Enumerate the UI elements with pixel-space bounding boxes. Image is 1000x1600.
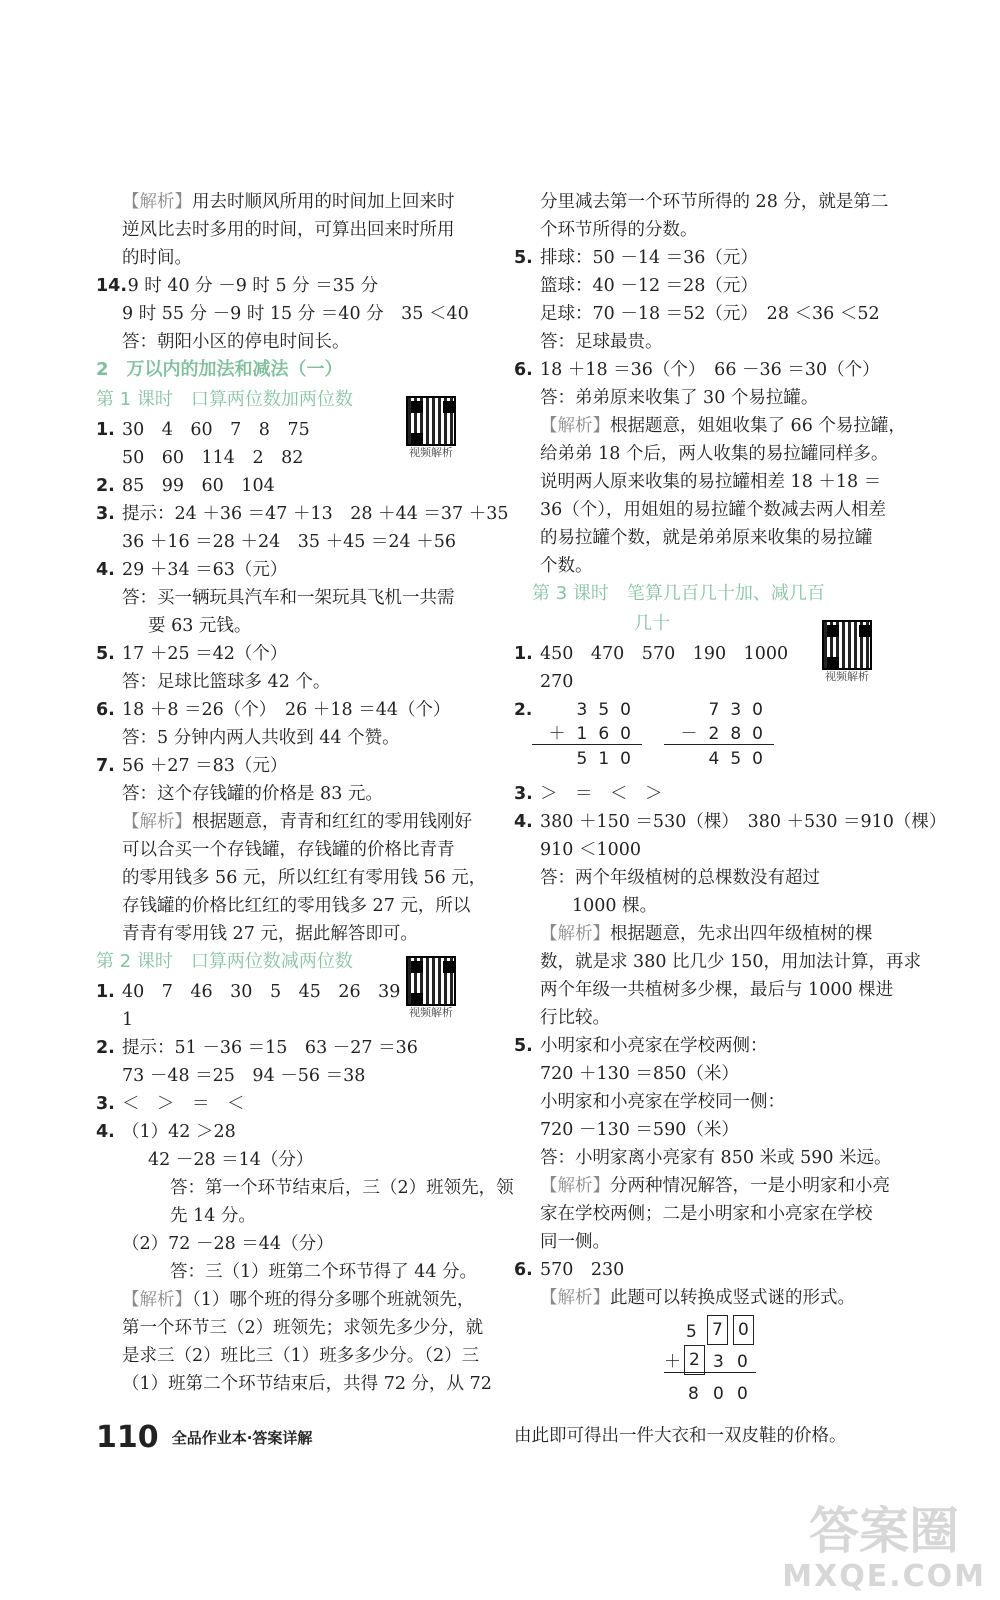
lesson-2-heading: 第 2 课时 口算两位数减两位数 — [96, 951, 353, 972]
section-heading: 2 万以内的加法和减法（一） — [96, 359, 343, 380]
note6-line: 【解析】根据题意，姐姐收集了 66 个易拉罐， — [540, 416, 906, 436]
answer-text: 42 －28 ＝14（分） — [148, 1150, 314, 1170]
puzzle-box: 2 — [684, 1345, 705, 1375]
continuation-line: 分里减去第一个环节所得的 28 分，就是第二 — [540, 192, 889, 212]
answer-line: 5. 小明家和小亮家在学校两侧： — [514, 1036, 768, 1056]
answer-text: 答：买一辆玩具汽车和一架玩具飞机一共需 — [122, 588, 455, 608]
answer-line: 篮球：40 －12 ＝28（元） — [540, 276, 758, 296]
answer-text: 答：三（1）班第二个环节得了 44 分。 — [170, 1262, 478, 1282]
note7-line: 【解析】根据题意，青青和红红的零用钱刚好 — [122, 812, 472, 832]
page-footer — [96, 1420, 312, 1455]
note13-line: 逆风比去时多用的时间，可算出回来时所用 — [122, 220, 455, 240]
note5-line: 【解析】分两种情况解答，一是小明家和小亮 — [540, 1176, 890, 1196]
answer-line: 3. ＞ ＝ ＜ ＞ — [514, 784, 663, 804]
vertical-addition: 350 ＋160 510 — [532, 696, 642, 769]
answer-line: 73 －48 ＝25 94 －56 ＝38 — [122, 1066, 366, 1086]
answer-line: 36 ＋16 ＝28 ＋24 35 ＋45 ＝24 ＋56 — [122, 532, 457, 552]
answer-line: 1. 450 470 570 190 1000 — [514, 644, 789, 664]
note4-line: 【解析】（1）哪个班的得分多哪个班就领先， — [122, 1290, 475, 1310]
answer-line: 答：足球最贵。 — [540, 332, 663, 352]
answer-text: 先 14 分。 — [170, 1206, 256, 1226]
puzzle-box: 7 — [707, 1315, 728, 1345]
answer-line: 2. 提示：51 －36 ＝15 63 －27 ＝36 — [96, 1038, 418, 1058]
answer-line: 足球：70 －18 ＝52（元） 28 ＜36 ＜52 — [540, 304, 880, 324]
answer-line: 3. 提示：24 ＋36 ＝47 ＋13 28 ＋44 ＝37 ＋35 — [96, 504, 509, 524]
question-14-line: 9 时 55 分 －9 时 15 分 ＝40 分 35 ＜40 — [122, 304, 469, 324]
note4r-line: 数，就是求 380 比几少 150，用加法计算，再求 — [540, 952, 921, 972]
question-14: 14. 9 时 40 分 －9 时 5 分 ＝35 分 — [96, 276, 379, 296]
note6-line: 的易拉罐个数，就是弟弟原来收集的易拉罐 — [540, 528, 873, 548]
answer-text: 要 63 元钱。 — [148, 616, 252, 636]
answer-line: 50 60 114 2 82 — [122, 448, 304, 468]
lesson-1-heading: 第 1 课时 口算两位数加两位数 — [96, 389, 353, 410]
answer-line: 270 — [540, 672, 574, 692]
question-6b: 6. 570 230 — [514, 1260, 625, 1280]
lesson-3-heading: 第 3 课时 笔算几百几十加、减几百 — [532, 583, 825, 604]
answer-line: 4. 380 ＋150 ＝530（棵） 380 ＋530 ＝910（棵） — [514, 812, 947, 832]
note7-line: 的零用钱多 56 元，所以红红有零用钱 56 元， — [122, 868, 487, 888]
answer-line: 1. 30 4 60 7 8 75 — [96, 420, 310, 440]
right-column — [514, 188, 947, 1450]
answer-line: 720 －130 ＝590（米） — [540, 1120, 739, 1140]
note7-line: 存钱罐的价格比红红的零用钱多 27 元，所以 — [122, 896, 471, 916]
left-column — [96, 188, 514, 1398]
footer-title: 全品作业本·答案详解 — [171, 1429, 313, 1447]
answer-line: 720 ＋130 ＝850（米） — [540, 1064, 739, 1084]
answer-line: 1 — [122, 1010, 134, 1030]
vertical-subtraction: 730 －280 450 — [664, 696, 774, 769]
note13-line: 的时间。 — [122, 248, 192, 268]
puzzle-rule — [664, 1372, 756, 1373]
note6-line: 个数。 — [540, 556, 593, 576]
note7-line: 可以合买一个存钱罐，存钱罐的价格比青青 — [122, 840, 455, 860]
watermark: 答案圈 MXQE.COM — [782, 1502, 986, 1594]
answer-line: 4. （1）42 ＞28 — [96, 1122, 236, 1142]
note4-line: 是求三（2）班比三（1）班多多少分。（2）三 — [122, 1346, 480, 1366]
answer-line: 910 ＜1000 — [540, 840, 642, 860]
note13-line: 【解析】用去时顺风所用的时间加上回来时 — [122, 192, 455, 212]
vertical-calculations: 2. 350 ＋160 510 730 －280 450 — [514, 696, 884, 780]
answer-text: 答：这个存钱罐的价格是 83 元。 — [122, 784, 383, 804]
answer-text: 答：足球比篮球多 42 个。 — [122, 672, 331, 692]
answer-text: （2）72 －28 ＝44（分） — [122, 1234, 334, 1254]
qr-code-icon — [406, 956, 456, 1006]
final-line: 由此即可得出一件大衣和一双皮鞋的价格。 — [514, 1426, 847, 1446]
answer-text: 答：两个年级植树的总棵数没有超过 — [540, 868, 820, 888]
qr-code[interactable]: 视频解析 — [400, 396, 462, 460]
continuation-line: 个环节所得的分数。 — [540, 220, 698, 240]
note6-line: 给弟弟 18 个后，两人收集的易拉罐同样多。 — [540, 444, 889, 464]
answer-line: 答：弟弟原来收集了 30 个易拉罐。 — [540, 388, 819, 408]
note4r-line: 两个年级一共植树多少棵，最后与 1000 棵进 — [540, 980, 894, 1000]
lesson-3-heading-cont: 几十 — [634, 613, 670, 634]
answer-text: 答：第一个环节结束后，三（2）班领先，领 — [170, 1178, 514, 1198]
answer-line: 6. 18 ＋18 ＝36（个） 66 －36 ＝30（个） — [514, 360, 880, 380]
answer-line: 5. 排球：50 －14 ＝36（元） — [514, 248, 758, 268]
note6b-line: 【解析】此题可以转换成竖式谜的形式。 — [540, 1288, 855, 1308]
answer-text: 答：5 分钟内两人共收到 44 个赞。 — [122, 728, 400, 748]
note7-line: 青青有零用钱 27 元，据此解答即可。 — [122, 924, 418, 944]
answer-line: 2. 85 99 60 104 — [96, 476, 275, 496]
question-6: 6. 18 ＋8 ＝26（个） 26 ＋18 ＝44（个） — [96, 700, 451, 720]
qr-code[interactable]: 视频解析 — [400, 956, 462, 1020]
note6-line: 36（个），用姐姐的易拉罐个数减去两人相差 — [540, 500, 887, 520]
digit-puzzle: 5 7 0 ＋ 2 3 0 8 0 0 — [514, 1312, 884, 1422]
note6-line: 说明两人原来收集的易拉罐相差 18 ＋18 ＝ — [540, 472, 882, 492]
page-number: 110 — [96, 1420, 159, 1455]
answer-text: 1000 棵。 — [572, 896, 658, 916]
puzzle-box: 0 — [733, 1315, 754, 1345]
qr-code-icon — [406, 396, 456, 446]
note4-line: （1）班第二个环节结束后，共得 72 分，从 72 — [122, 1374, 492, 1394]
answer-line: 答：小明家离小亮家有 850 米或 590 米远。 — [540, 1148, 892, 1168]
question-14-answer: 答：朝阳小区的停电时间长。 — [122, 332, 350, 352]
note4r-line: 【解析】根据题意，先求出四年级植树的棵 — [540, 924, 873, 944]
answer-line: 4. 29 ＋34 ＝63（元） — [96, 560, 288, 580]
question-5: 5. 17 ＋25 ＝42（个） — [96, 644, 288, 664]
answer-line: 1. 40 7 46 30 5 45 26 39 — [96, 982, 401, 1002]
answer-line: 小明家和小亮家在学校同一侧： — [540, 1092, 785, 1112]
note5-line: 同一侧。 — [540, 1232, 610, 1252]
question-7: 7. 56 ＋27 ＝83（元） — [96, 756, 288, 776]
note5-line: 家在学校两侧；二是小明家和小亮家在学校 — [540, 1204, 873, 1224]
qr-code[interactable]: 视频解析 — [816, 620, 878, 684]
note4-line: 第一个环节三（2）班领先；求领先多少分，就 — [122, 1318, 484, 1338]
answer-line: 3. ＜ ＞ ＝ ＜ — [96, 1094, 245, 1114]
note4r-line: 行比较。 — [540, 1008, 610, 1028]
